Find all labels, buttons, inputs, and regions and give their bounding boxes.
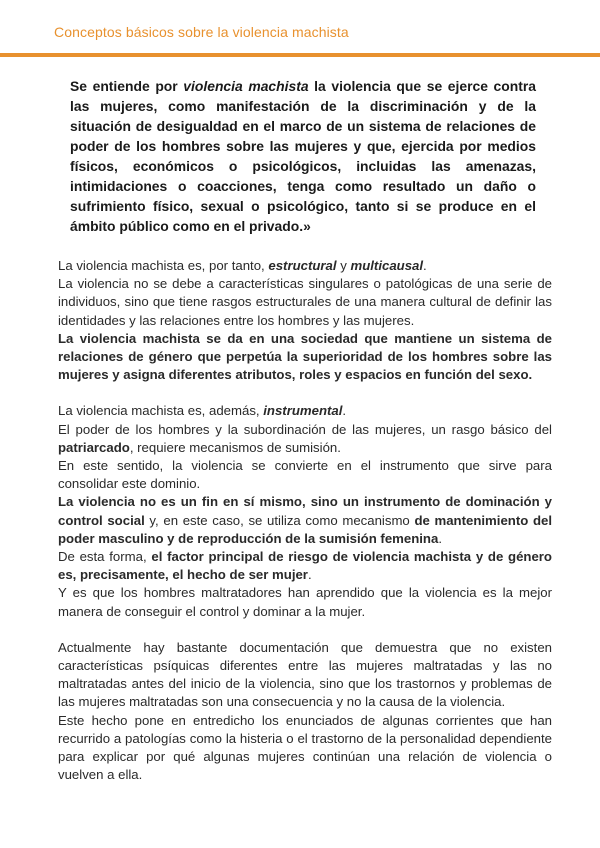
s2-intro-text: La violencia machista es, además, [58, 403, 264, 419]
s2-p4-end: . [438, 530, 442, 546]
header-divider [0, 53, 600, 57]
quote-text-b: la violencia que se ejerce contra las mujeres, como manifestación de la discriminación y de la situación de desigualdad en el marco de un sistema de relaciones de poder de los hombres sobre las mujeres y que, ejercida por medios físicos, económicos o psicológicos, incluidas las amenazas, intimidaciones o coacciones, tenga como resultado un daño o sufrimiento físico, sexual o psicológico, tanto si se produce en el ámbito público como en el privado.» [70, 78, 537, 234]
s1-intro-conj: y [336, 258, 351, 273]
s2-paragraph-6: Y es que los hombres maltratadores han aprendido que la violencia es la mejor manera de conseguir el control y dominar a la mujer. [58, 585, 552, 619]
s2-p2-text-c: , requiere mecanismos de sumisión. [129, 439, 341, 455]
term-patriarcado: patriarcado [58, 439, 130, 455]
s1-intro [58, 257, 552, 275]
s1-paragraph-3: La violencia machista se da en una sociedad que mantiene un sistema de relaciones de género que perpetúa la superioridad de los hombres sobre las mujeres y asigna diferentes atributos, roles y espacios en función del sexo. [58, 330, 552, 383]
s2-p5-end: . [307, 567, 312, 583]
s2-intro [58, 402, 552, 420]
s2-p4-bold-a: La violencia no es un fin en sí mismo, sino un instrumento de dominación y control social [58, 494, 552, 528]
s2-p5-bold: el factor principal de riesgo de violencia machista y de género es, precisamente, el hecho de ser mujer [58, 549, 552, 583]
s1-intro-text: La violencia machista es, por tanto, [58, 258, 269, 273]
page-header-title: Conceptos básicos sobre la violencia machista [54, 24, 349, 40]
s2-intro-end: . [342, 403, 347, 419]
spacer [58, 384, 552, 402]
s2-paragraph-4 [58, 493, 552, 548]
s1-paragraph-2: La violencia no se debe a características singulares o patológicas de una serie de individuos, sino que tiene rasgos estructurales de una manera cultural de definir las identidades y las relaciones entre los hombres y las mujeres. [58, 276, 552, 328]
s2-p4-text-b: y, en este caso, se utiliza como mecanismo [144, 512, 415, 528]
s1-intro-end: . [423, 258, 427, 273]
spacer [58, 621, 552, 639]
s3-paragraph-2: Este hecho pone en entredicho los enunciados de algunas corrientes que han recurrido a patologías como la histeria o el trastorno de la personalidad dependiente para explicar por qué algunas mujeres continúan una relación de violencia o vuelven a ella. [58, 712, 552, 783]
s2-p4-bold-c: de mantenimiento del poder masculino y de reproducción de la sumisión femenina [58, 512, 552, 546]
body-text [58, 257, 552, 784]
quote-term: violencia machista [183, 78, 309, 94]
definition-quote [70, 76, 536, 236]
s3-paragraph-1: Actualmente hay bastante documentación que demuestra que no existen características psíquicas diferentes entre las mujeres maltratadas y las no maltratadas antes del inicio de la violencia, sino que los trastornos y problemas de las mujeres maltratadas son una consecuencia y no la causa de la violencia. [58, 639, 552, 710]
s2-paragraph-3: En este sentido, la violencia se convierte en el instrumento que sirve para consolidar este dominio. [58, 458, 552, 492]
s2-paragraph-2 [58, 421, 552, 457]
quote-text-a: Se entiende por [70, 78, 184, 94]
s2-paragraph-5 [58, 548, 552, 584]
term-instrumental: instrumental [263, 403, 343, 419]
s2-p2-text-a: El poder de los hombres y la subordinación de las mujeres, un rasgo básico del [58, 421, 552, 437]
s2-p5-text-a: De esta forma, [58, 549, 152, 565]
term-multicausal: multicausal [350, 258, 424, 273]
term-estructural: estructural [268, 258, 337, 273]
